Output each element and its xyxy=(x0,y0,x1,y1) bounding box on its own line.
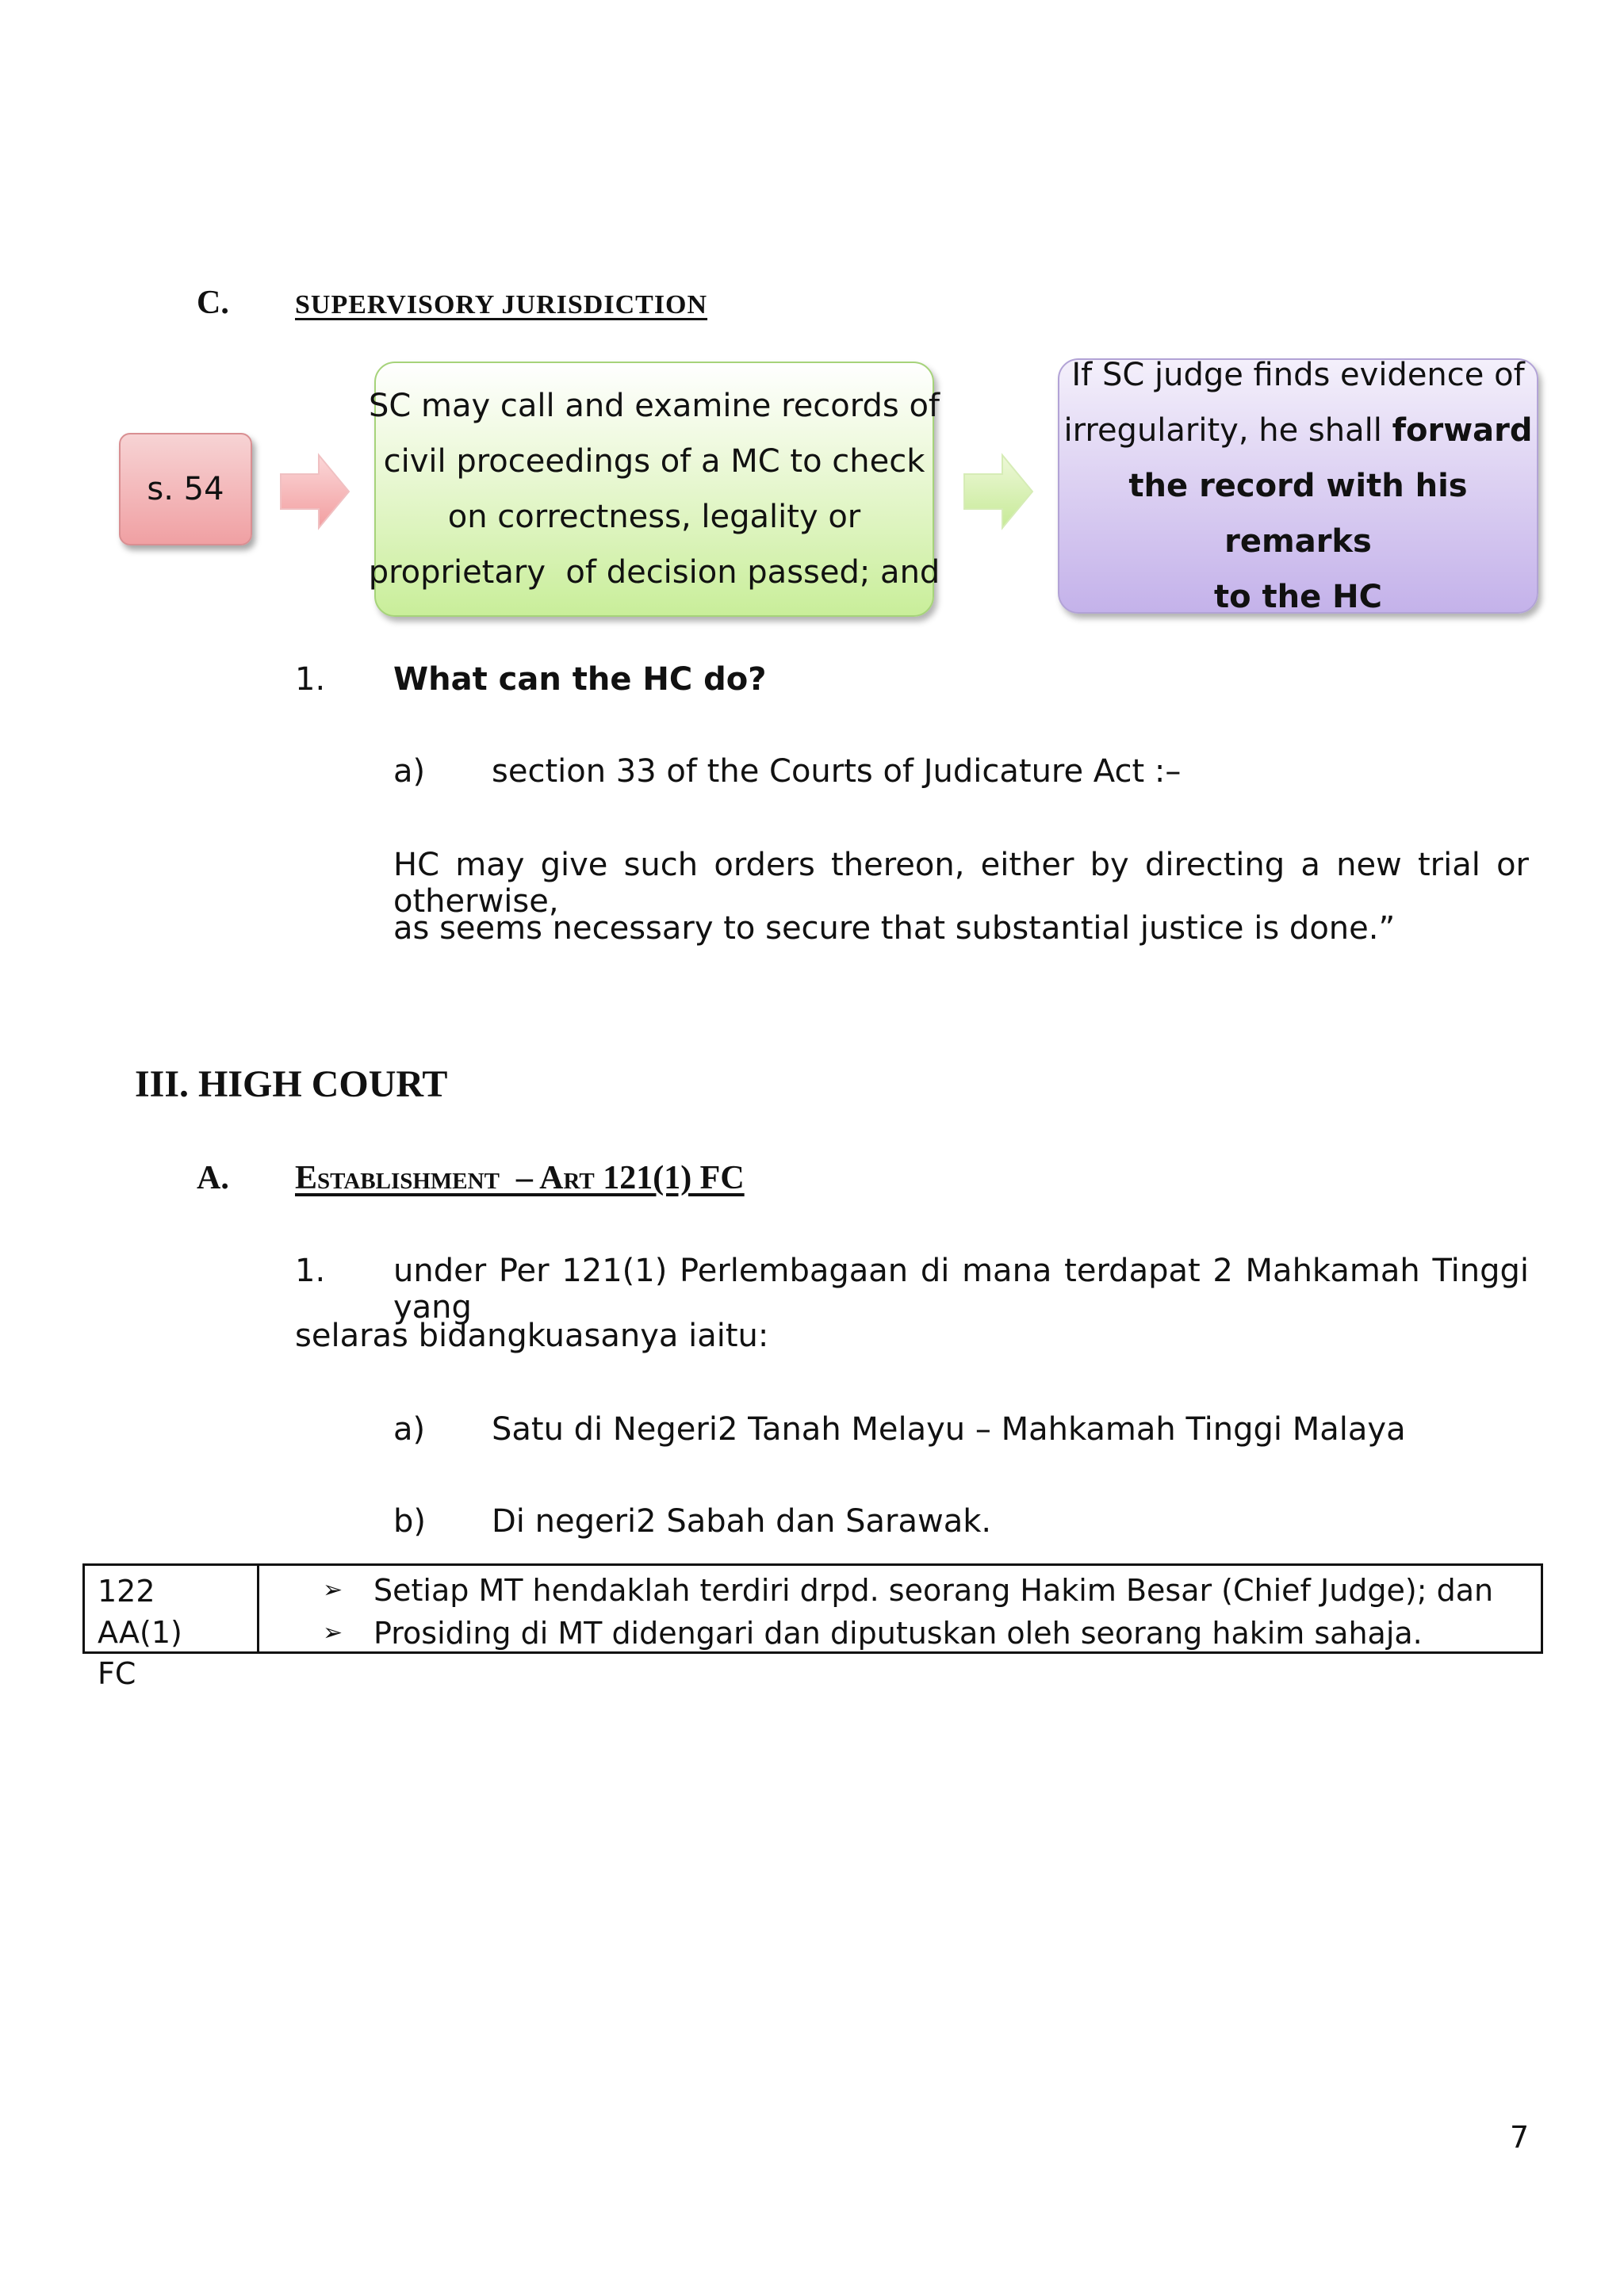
page-number: 7 xyxy=(1510,2120,1530,2155)
box2-line-4: to the HC xyxy=(1214,579,1383,615)
arrow-bullet-icon: ➢ xyxy=(323,1576,343,1604)
para-1-line-1: under Per 121(1) Perlembagaan di mana terdapat 2 Mahkamah Tinggi yang xyxy=(393,1253,1529,1326)
section-a-title: Establishment – Art 121(1) FC xyxy=(295,1160,745,1196)
sub-item-a-text: Satu di Negeri2 Tanah Melayu – Mahkamah Tinggi Malaya xyxy=(492,1411,1406,1448)
section-c-letter: C. xyxy=(197,285,229,321)
table-bullet-text: Prosiding di MT didengari dan diputuskan oleh seorang hakim sahaja. xyxy=(373,1616,1423,1651)
quote-line-1: HC may give such orders thereon, either by directing a new trial or otherwise, xyxy=(393,847,1529,920)
table-ref-line-1: 122 AA(1) xyxy=(98,1574,182,1650)
box-forward-record xyxy=(1058,358,1538,614)
box1-line-3: on correctness, legality or xyxy=(447,499,861,535)
s54-label: s. 54 xyxy=(147,471,224,507)
item-1a-text: section 33 of the Courts of Judicature Act :– xyxy=(492,753,1182,790)
article-table xyxy=(82,1563,1543,1691)
arrow-right-icon xyxy=(278,452,352,531)
box-sc-examine-records xyxy=(368,362,940,617)
item-1a-letter: a) xyxy=(393,753,426,790)
quote-line-2: as seems necessary to secure that substantial justice is done.” xyxy=(393,910,1396,947)
box1-line-2: civil proceedings of a MC to check xyxy=(383,443,925,480)
item-1-question: What can the HC do? xyxy=(393,661,767,698)
table-bullet-item xyxy=(323,1612,1541,1655)
sub-item-a-letter: a) xyxy=(393,1411,426,1448)
section-c-title: SUPERVISORY JURISDICTION xyxy=(295,290,708,320)
item-1-number: 1. xyxy=(295,661,326,698)
table-ref-cell xyxy=(85,1566,259,1691)
box2-line-2-plain: irregularity, he shall xyxy=(1063,412,1392,449)
heading-high-court: III. HIGH COURT xyxy=(135,1063,448,1105)
table-bullet-item xyxy=(323,1569,1541,1612)
box2-line-1: If SC judge finds evidence of xyxy=(1071,357,1525,393)
box2-line-2 xyxy=(1064,403,1533,458)
table-bullet-text: Setiap MT hendaklah terdiri drpd. seorang Hakim Besar (Chief Judge); dan xyxy=(373,1573,1494,1608)
table-content-cell xyxy=(259,1566,1541,1651)
box2-line-3: the record with his remarks xyxy=(1128,468,1468,560)
box1-line-1: SC may call and examine records of xyxy=(368,388,940,424)
arrow-right-icon xyxy=(961,452,1036,531)
s54-box xyxy=(119,433,252,545)
section-a-letter: A. xyxy=(197,1160,229,1196)
box2-line-2-bold: forward xyxy=(1392,412,1533,449)
sub-item-b-text: Di negeri2 Sabah dan Sarawak. xyxy=(492,1503,992,1540)
para-1-line-2: selaras bidangkuasanya iaitu: xyxy=(295,1318,769,1354)
table-ref-line-2: FC xyxy=(98,1656,136,1691)
sub-item-b-letter: b) xyxy=(393,1503,426,1540)
box1-line-4: proprietary of decision passed; and xyxy=(368,554,940,591)
arrow-bullet-icon: ➢ xyxy=(323,1619,343,1647)
para-1-number: 1. xyxy=(295,1253,326,1289)
